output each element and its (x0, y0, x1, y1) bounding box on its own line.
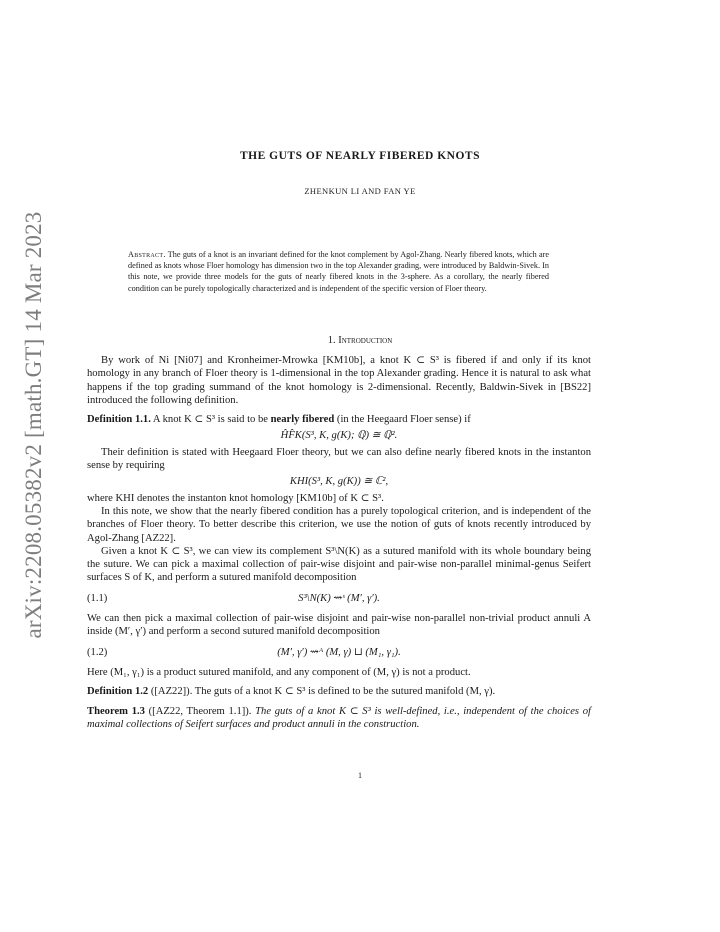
page-number: 1 (358, 771, 362, 780)
equation-1-1-row (87, 592, 591, 605)
theorem-label: Theorem 1.3 (87, 705, 145, 717)
body-text (87, 354, 591, 731)
paragraph-product: Here (M₁, γ₁) is a product sutured manifold, and any component of (M, γ) is not a product. (87, 666, 471, 678)
section-heading (0, 335, 720, 346)
section-name: Introduction (338, 335, 393, 346)
definition-term: nearly fibered (270, 414, 335, 426)
theorem-citation: ([AZ22, Theorem 1.1]). (144, 705, 256, 717)
equation-khi: KHI(S³, K, g(K)) ≅ ℂ², (289, 476, 389, 488)
paragraph-intro: By work of Ni [Ni07] and Kronheimer-Mrowka [KM10b], a knot K ⊂ S³ is fibered if and only if its knot homology in any branch of Floer theory is 1-dimensional in the top Alexander grading. Hence it is natural to ask what happens if the top grading summand of the knot homology is 2-dimensional. Recently, Baldwin-Sivek in [BS22] introduced the following definition. (87, 355, 591, 406)
section-number: 1. (327, 335, 339, 346)
paper-authors: ZHENKUN LI AND FAN YE (304, 186, 416, 196)
definition-text: ([AZ22]). The guts of a knot K ⊂ S³ is defined to be the sutured manifold (M, γ). (148, 686, 496, 698)
paragraph-instanton: Their definition is stated with Heegaard Floer theory, but we can also define nearly fibered knots in the instanton sense by requiring (87, 446, 591, 472)
definition-text-pre: A knot K ⊂ S³ is said to be (150, 414, 271, 426)
theorem-statement: The guts of a knot K ⊂ S³ is well-defined, i.e., independent of the choices of maximal collections of Seifert surfaces and product annuli in the construction. (87, 705, 591, 730)
equation-1-2: (M′, γ′) ⇝ᴬ (M, γ) ⊔ (M₁, γ₁). (277, 646, 401, 658)
equation-number: (1.1) (87, 592, 108, 604)
equation-number: (1.2) (87, 646, 108, 658)
equation-1-1: S³\N(K) ⇝ˢ (M′, γ′). (298, 592, 380, 604)
arxiv-identifier-stamp: arXiv:2208.05382v2 [math.GT] 14 Mar 2023 (21, 211, 46, 639)
equation-1-2-row (87, 646, 591, 659)
paragraph-note: In this note, we show that the nearly fibered condition has a purely topological criterion, and is independent of the branches of Floer theory. To better describe this criterion, we use the notion of guts of knots recently introduced by Agol-Zhang [AZ22]. (87, 505, 591, 544)
equation-hfk: ĤF̂K(S³, K, g(K); ℚ) ≅ ℚ². (280, 430, 398, 442)
paragraph-complement: Given a knot K ⊂ S³, we can view its complement S³\N(K) as a sutured manifold with its whole boundary being the suture. We can pick a maximal collection of pair-wise disjoint and pair-wise non-parallel minimal-genus Seifert surfaces S of K, and perform a sutured manifold decomposition (87, 545, 591, 584)
definition-1-2 (87, 685, 591, 698)
paragraph-khi-def: where KHI denotes the instanton knot homology [KM10b] of K ⊂ S³. (87, 492, 384, 504)
abstract-label: Abstract. (128, 250, 166, 259)
paragraph-annuli: We can then pick a maximal collection of pair-wise disjoint and pair-wise non-parallel non-trivial product annuli A inside (M′, γ′) and perform a second sutured manifold decomposition (87, 613, 591, 638)
theorem-1-3 (87, 705, 591, 732)
definition-label: Definition 1.2 (87, 686, 149, 698)
definition-1-1 (87, 413, 591, 426)
paper-title: THE GUTS OF NEARLY FIBERED KNOTS (240, 150, 480, 162)
definition-text-post: (in the Heegaard Floer sense) if (334, 414, 471, 426)
abstract-text: The guts of a knot is an invariant defined for the knot complement by Agol-Zhang. Nearly fibered knots, which are defined as knots whose Floer homology has dimension two in the top Alexander grading, were introduced by Baldwin-Sivek. In this note, we provide three models for the guts of nearly fibered knots in the 3-sphere. As a corollary, the nearly fibered condition can be purely topologically characterized and is independent of the specific version of Floer theory. (128, 250, 549, 293)
abstract (128, 249, 549, 294)
definition-label: Definition 1.1. (87, 414, 151, 426)
